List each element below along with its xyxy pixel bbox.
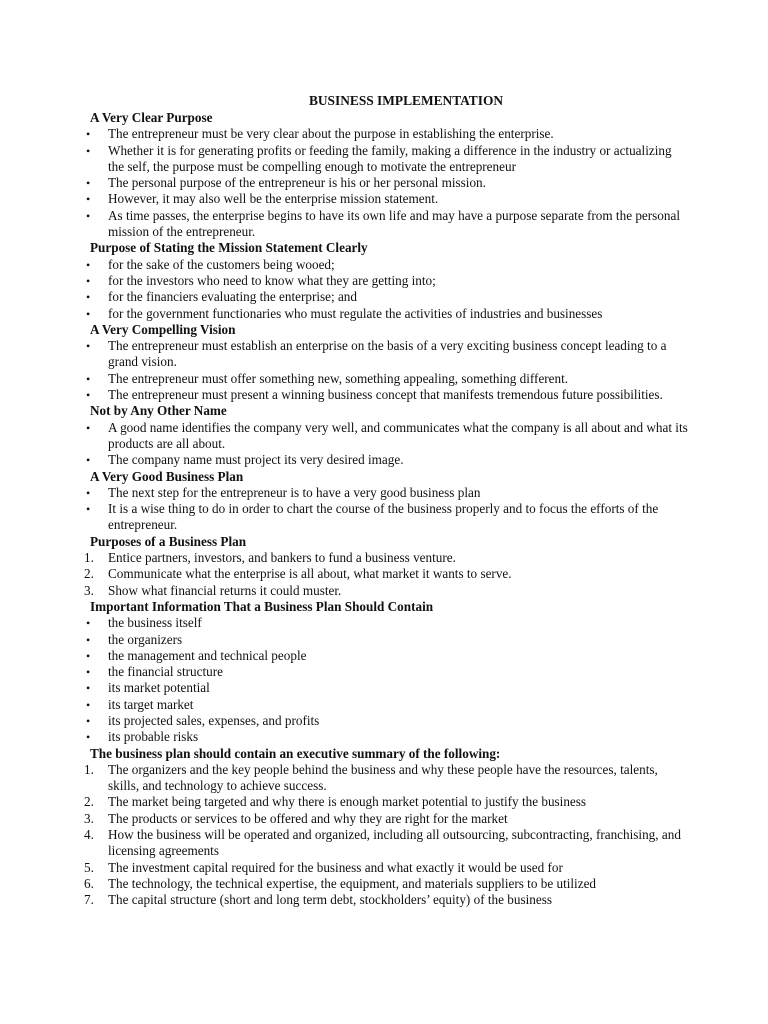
- list-item-text: The entrepreneur must offer something new, something appealing, something different.: [108, 370, 569, 386]
- list-item-text: However, it may also well be the enterprise mission statement.: [108, 191, 439, 207]
- list-item: [84, 615, 688, 631]
- bullet-list: [84, 485, 688, 534]
- bullet-list: [84, 257, 688, 322]
- list-item-text: for the investors who need to know what they are getting into;: [108, 272, 436, 288]
- list-item: [84, 143, 688, 176]
- section-heading: The business plan should contain an executive summary of the following:: [90, 745, 501, 761]
- list-item: [84, 566, 688, 582]
- list-item-text: Communicate what the enterprise is all about, what market it wants to serve.: [108, 566, 512, 582]
- list-item: [84, 420, 688, 453]
- list-number: 6.: [84, 875, 94, 891]
- list-item: [84, 713, 688, 729]
- list-item: [84, 648, 688, 664]
- numbered-list: [84, 762, 688, 909]
- bullet-list: [84, 126, 688, 240]
- list-item-text: the business itself: [108, 615, 202, 631]
- list-item-text: for the financiers evaluating the enterprise; and: [108, 289, 357, 305]
- list-item-text: its projected sales, expenses, and profits: [108, 712, 320, 728]
- document-body: [84, 110, 688, 909]
- list-item-text: The capital structure (short and long term debt, stockholders’ equity) of the business: [108, 892, 552, 908]
- list-item: [84, 191, 688, 207]
- list-item: [84, 762, 688, 795]
- bullet-list: [84, 338, 688, 403]
- list-item-text: The company name must project its very desired image.: [108, 452, 404, 468]
- list-item: [84, 550, 688, 566]
- document-title: BUSINESS IMPLEMENTATION: [308, 93, 504, 108]
- list-item: [84, 697, 688, 713]
- list-item: [84, 827, 688, 860]
- list-item-text: for the sake of the customers being wooed;: [108, 256, 335, 272]
- list-item: [84, 811, 688, 827]
- list-number: 7.: [84, 892, 94, 908]
- list-item: [84, 175, 688, 191]
- list-item: [84, 452, 688, 468]
- list-item: [84, 306, 688, 322]
- list-item-text: How the business will be operated and organized, including all outsourcing, subcontracting, franchising, and licensing agreements: [108, 827, 681, 859]
- list-item: [84, 892, 688, 908]
- list-item-text: its target market: [108, 696, 194, 712]
- list-number: 1.: [84, 761, 94, 777]
- bullet-list: [84, 615, 688, 745]
- list-item-text: A good name identifies the company very well, and communicates what the company is all about and what its products are all about.: [108, 419, 688, 451]
- list-item-text: the financial structure: [108, 664, 223, 680]
- bullet-list: [84, 420, 688, 469]
- list-number: 3.: [84, 582, 94, 598]
- list-item-text: The personal purpose of the entrepreneur is his or her personal mission.: [108, 175, 486, 191]
- list-item: [84, 208, 688, 241]
- list-item: [84, 485, 688, 501]
- section-heading: Not by Any Other Name: [90, 403, 227, 419]
- list-number: 4.: [84, 827, 94, 843]
- list-item-text: The investment capital required for the business and what exactly it would be used for: [108, 859, 563, 875]
- list-item-text: The market being targeted and why there is enough market potential to justify the business: [108, 794, 587, 810]
- list-number: 3.: [84, 810, 94, 826]
- list-item-text: The next step for the entrepreneur is to have a very good business plan: [108, 484, 481, 500]
- list-item: [84, 794, 688, 810]
- list-item-text: for the government functionaries who must regulate the activities of industries and businesses: [108, 305, 603, 321]
- list-item-text: The entrepreneur must establish an enterprise on the basis of a very exciting business concept leading to a grand vision.: [108, 338, 667, 370]
- list-item: [84, 680, 688, 696]
- list-item-text: The products or services to be offered and why they are right for the market: [108, 810, 508, 826]
- list-item-text: The technology, the technical expertise, the equipment, and materials suppliers to be utilized: [108, 875, 597, 891]
- numbered-list: [84, 550, 688, 599]
- list-item: [84, 583, 688, 599]
- list-number: 2.: [84, 794, 94, 810]
- list-item-text: Entice partners, investors, and bankers to fund a business venture.: [108, 550, 456, 566]
- list-item: [84, 273, 688, 289]
- list-item-text: the management and technical people: [108, 647, 307, 663]
- list-item-text: Whether it is for generating profits or feeding the family, making a difference in the industry or actualizing the self, the purpose must be compelling enough to motivate the entrepreneur: [108, 142, 672, 174]
- list-item: [84, 289, 688, 305]
- list-item-text: its probable risks: [108, 729, 199, 745]
- list-number: 1.: [84, 550, 94, 566]
- list-item: [84, 257, 688, 273]
- list-item-text: The organizers and the key people behind the business and why these people have the resources, talents, skills, and technology to achieve success.: [108, 761, 658, 794]
- list-item: [84, 860, 688, 876]
- list-item: [84, 632, 688, 648]
- section-heading: Important Information That a Business Plan Should Contain: [90, 598, 434, 614]
- section-heading: A Very Good Business Plan: [90, 468, 244, 484]
- section-heading: Purpose of Stating the Mission Statement Clearly: [90, 240, 368, 256]
- list-item: [84, 371, 688, 387]
- list-item-text: its market potential: [108, 680, 210, 696]
- list-item-text: The entrepreneur must present a winning business concept that manifests tremendous future possibilities.: [108, 387, 663, 403]
- list-item-text: Show what financial returns it could muster.: [108, 582, 342, 598]
- section-heading: A Very Clear Purpose: [90, 110, 213, 125]
- list-item-text: As time passes, the enterprise begins to have its own life and may have a purpose separate from the personal mission of the entrepreneur.: [108, 207, 681, 240]
- list-number: 5.: [84, 859, 94, 875]
- list-item: [84, 876, 688, 892]
- list-number: 2.: [84, 566, 94, 582]
- list-item-text: the organizers: [108, 631, 183, 647]
- list-item-text: It is a wise thing to do in order to chart the course of the business properly and to focus the efforts of the entrepreneur.: [108, 501, 659, 533]
- section-heading: A Very Compelling Vision: [90, 321, 236, 337]
- list-item: [84, 664, 688, 680]
- list-item: [84, 387, 688, 403]
- list-item: [84, 501, 688, 534]
- list-item: [84, 338, 688, 371]
- list-item: [84, 126, 688, 142]
- list-item: [84, 729, 688, 745]
- list-item-text: The entrepreneur must be very clear about the purpose in establishing the enterprise.: [108, 126, 554, 142]
- section-heading: Purposes of a Business Plan: [90, 533, 247, 549]
